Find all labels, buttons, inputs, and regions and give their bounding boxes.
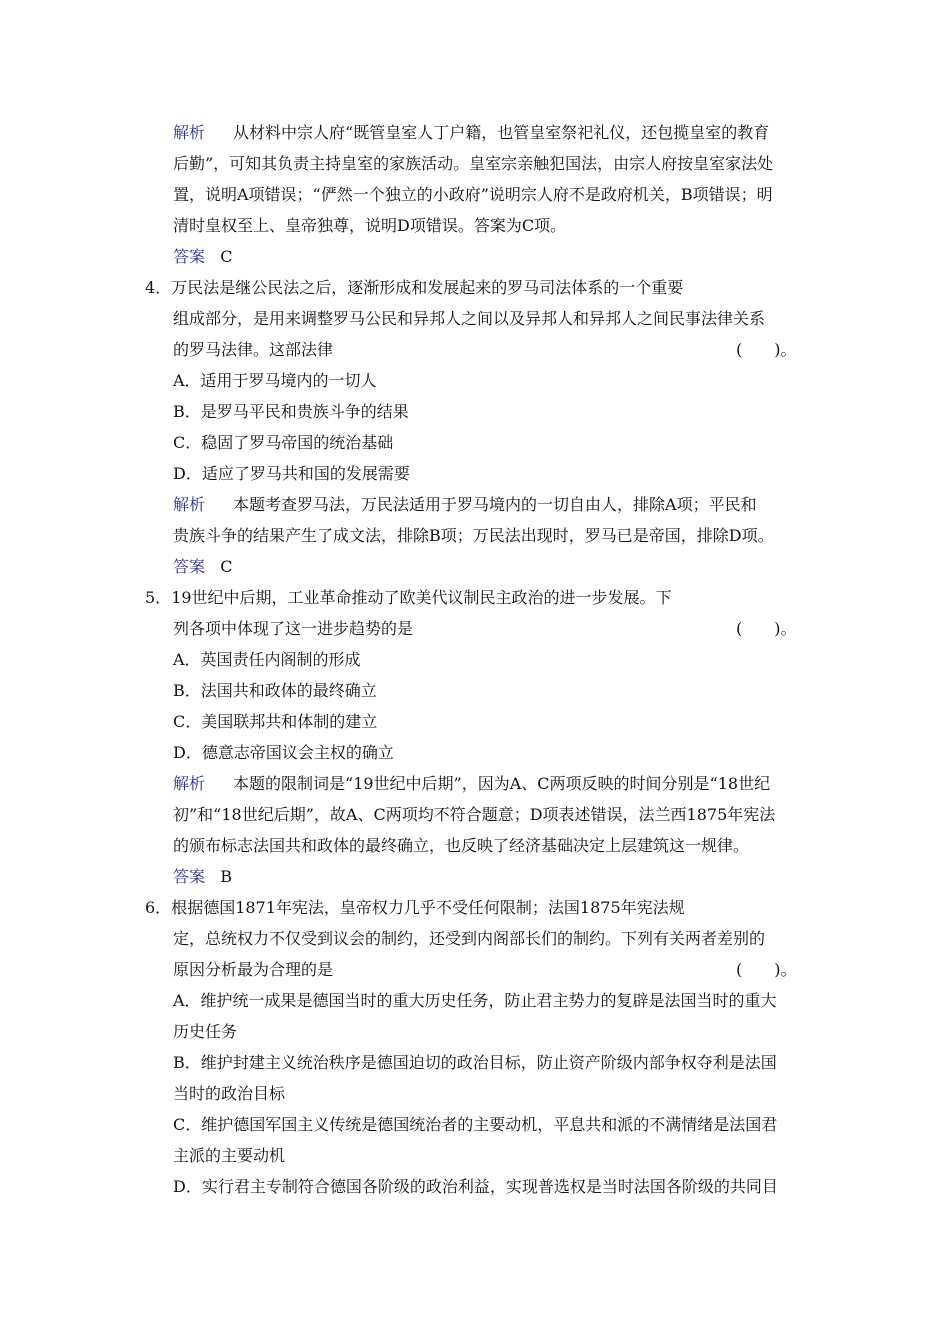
analysis-label: 解析 [173,495,206,514]
q5-option-d: D．德意志帝国议会主权的确立 [173,743,394,762]
answer-label: 答案 [173,867,206,886]
q6-option-a-line-2: 历史任务 [173,1022,238,1041]
q4-option-b: B．是罗马平民和贵族斗争的结果 [173,402,409,421]
q5-analysis-line-2: 初”和“18世纪后期”，故A、C两项均不符合题意；D项表述错误，法兰西1875年宪法 [173,805,776,824]
q3-answer-line [173,241,233,272]
analysis-text: 从材料中宗人府“既管皇室人丁户籍，也管皇室祭祀礼仪，还包揽皇室的教育 [233,123,770,142]
analysis-text: 本题的限制词是“19世纪中后期”，因为A、C两项反映的时间分别是“18世纪 [233,774,771,793]
q4-option-d: D．适应了罗马共和国的发展需要 [173,464,410,483]
q5-answer-line [173,861,232,892]
answer-value: C [220,247,233,266]
q6-option-d-line-1: D．实行君主专制符合德国各阶级的政治利益，实现普选权是当时法国各阶级的共同目 [173,1177,778,1196]
question-stem: 19世纪中后期，工业革命推动了欧美代议制民主政治的进一步发展。下 [171,588,672,607]
question-number: 4． [145,278,172,297]
q4-stem-line-1 [145,272,683,303]
q6-option-c-line-1: C．维护德国军国主义传统是德国统治者的主要动机，平息共和派的不满情绪是法国君 [173,1115,778,1134]
analysis-label: 解析 [173,123,206,142]
q6-answer-paren: ( )。 [736,960,797,979]
q5-option-a: A．英国责任内阁制的形成 [173,650,361,669]
question-number: 6． [145,898,172,917]
q6-stem-line-1 [145,892,685,923]
q3-analysis-line-2: 后勤”，可知其负责主持皇室的家族活动。皇室宗亲触犯国法，由宗人府按皇室家法处 [173,154,774,173]
question-stem: 万民法是继公民法之后，逐渐形成和发展起来的罗马司法体系的一个重要 [171,278,684,297]
question-number: 5． [145,588,172,607]
q3-analysis-line-3: 置，说明A项错误；“俨然一个独立的小政府”说明宗人府不是政府机关，B项错误；明 [173,185,773,204]
analysis-text: 本题考查罗马法，万民法适用于罗马境内的一切自由人，排除A项；平民和 [233,495,757,514]
q6-option-b-line-2: 当时的政治目标 [173,1084,286,1103]
q4-stem-line-2: 组成部分，是用来调整罗马公民和异邦人之间以及异邦人和异邦人之间民事法律关系 [173,309,766,328]
answer-label: 答案 [173,247,206,266]
q4-option-a: A．适用于罗马境内的一切人 [173,371,377,390]
q5-answer-paren: ( )。 [736,619,797,638]
q5-option-c: C．美国联邦共和体制的建立 [173,712,378,731]
answer-value: C [220,557,233,576]
question-stem: 的罗马法律。这部法律 [173,340,334,359]
answer-label: 答案 [173,557,206,576]
q5-analysis-line-1 [173,768,770,799]
q4-analysis-line-2: 贵族斗争的结果产生了成文法，排除B项；万民法出现时，罗马已是帝国，排除D项。 [173,526,774,545]
q5-stem-line-1 [145,582,672,613]
q4-option-c: C．稳固了罗马帝国的统治基础 [173,433,394,452]
q4-stem-line-3 [173,334,813,365]
q4-answer-paren: ( )。 [736,340,797,359]
q3-analysis-line-1 [173,117,769,148]
analysis-label: 解析 [173,774,206,793]
q6-option-c-line-2: 主派的主要动机 [173,1146,286,1165]
q5-option-b: B．法国共和政体的最终确立 [173,681,377,700]
q6-option-a-line-1: A．维护统一成果是德国当时的重大历史任务，防止君主势力的复辟是法国当时的重大 [173,991,777,1010]
q5-analysis-line-3: 的颁布标志法国共和政体的最终确立，也反映了经济基础决定上层建筑这一规律。 [173,836,750,855]
q4-analysis-line-1 [173,489,757,520]
question-stem: 根据德国1871年宪法，皇帝权力几乎不受任何限制；法国1875年宪法规 [171,898,685,917]
q3-analysis-line-4: 清时皇权至上、皇帝独尊，说明D项错误。答案为C项。 [173,216,567,235]
q6-stem-line-3: 原因分析最为合理的是 [173,960,334,979]
answer-value: B [220,867,233,886]
q6-stem-line-2: 定，总统权力不仅受到议会的制约，还受到内阁部长们的制约。下列有关两者差别的 [173,929,766,948]
q4-answer-line [173,551,233,582]
q5-stem-line-2: 列各项中体现了这一进步趋势的是 [173,619,414,638]
q6-option-b-line-1: B．维护封建主义统治秩序是德国迫切的政治目标，防止资产阶级内部争权夺利是法国 [173,1053,777,1072]
